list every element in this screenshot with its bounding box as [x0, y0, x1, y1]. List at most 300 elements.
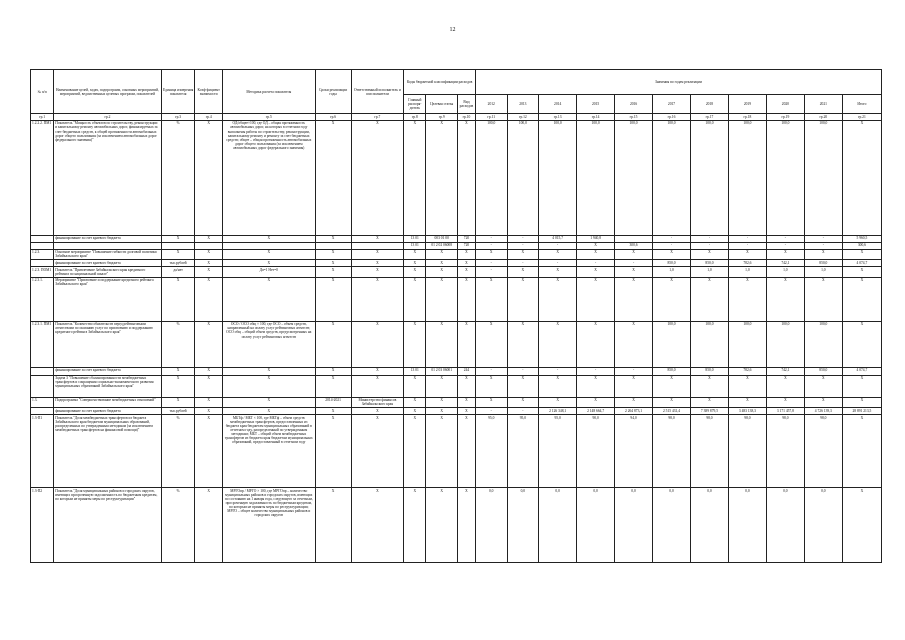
row-name: Основное мероприятие "Повышение гибкости долговой политики Забайкальского края" [54, 249, 162, 259]
row-unit: Х [161, 249, 195, 259]
row-period: Х [315, 488, 351, 563]
row-year-value: - [539, 260, 577, 267]
row-responsible: Х [351, 488, 404, 563]
col-method-header: Методика расчета показателя [222, 70, 315, 114]
row-responsible: Х [351, 367, 404, 375]
row-year-value: Х [615, 249, 653, 259]
row-budget-gr: Х [404, 321, 426, 367]
row-budget-target: Х [426, 408, 458, 415]
row-year-value: Х [507, 321, 539, 367]
col-gr-header: Главный распоря-дитель [404, 95, 426, 114]
row-budget-gr: 13 01 [404, 367, 426, 375]
row-year-value: Х [615, 375, 653, 397]
row-budget-type: Х [458, 415, 476, 488]
row-year-value: Х [653, 277, 691, 321]
header-row-1 [31, 70, 882, 95]
row-coefficient: Х [195, 249, 222, 259]
row-method: Х [222, 408, 315, 415]
col-total-header: Итого [842, 95, 881, 114]
row-method [222, 242, 315, 249]
row-unit [161, 242, 195, 249]
table-row [31, 408, 882, 415]
column-number: гр.2 [54, 114, 162, 120]
year-header: 2014 [539, 95, 577, 114]
row-year-value: Х [577, 267, 615, 277]
row-year-value: Х [539, 375, 577, 397]
row-year-value: - [507, 235, 539, 242]
row-year-value: Х [507, 267, 539, 277]
row-coefficient: Х [195, 367, 222, 375]
column-number: гр.11 [475, 114, 507, 120]
row-number [31, 367, 54, 375]
row-coefficient: Х [195, 397, 222, 407]
row-year-value: 95,0 [507, 415, 539, 488]
column-number: гр.17 [690, 114, 728, 120]
row-budget-gr: Х [404, 267, 426, 277]
row-year-value: 100,0 [804, 321, 842, 367]
row-year-value: 742,1 [766, 260, 804, 267]
row-period: Х [315, 260, 351, 267]
row-unit: % [161, 321, 195, 367]
row-year-value: 0,0 [653, 488, 691, 563]
row-year-value: - [539, 242, 577, 249]
row-year-value [615, 235, 653, 242]
row-total: Х [842, 397, 881, 407]
row-budget-type: Х [458, 120, 476, 235]
row-year-value: Х [615, 267, 653, 277]
row-responsible: Х [351, 120, 404, 235]
row-year-value: - [475, 367, 507, 375]
row-year-value: - [577, 367, 615, 375]
row-method: Х [222, 235, 315, 242]
row-year-value: - [690, 242, 728, 249]
row-name: финансирование за счет краевого бюджета [54, 260, 162, 267]
row-budget-target: 01 2 02 06008 [426, 242, 458, 249]
table-row [31, 367, 882, 375]
row-responsible: Х [351, 267, 404, 277]
row-year-value: - [475, 235, 507, 242]
row-year-value: Х [804, 397, 842, 407]
row-year-value: - [728, 235, 766, 242]
row-budget-type: Х [458, 260, 476, 267]
row-period: Х [315, 277, 351, 321]
row-period: Х [315, 321, 351, 367]
row-total: Х [842, 415, 881, 488]
row-year-value: Х [507, 249, 539, 259]
row-budget-gr: Х [404, 249, 426, 259]
row-year-value: 4 726 139,3 [804, 408, 842, 415]
row-number: 1.3-П1 [31, 415, 54, 488]
row-year-value: - [507, 260, 539, 267]
row-total: Х [842, 277, 881, 321]
row-number: 1.2.3.1. ПМ1 [31, 321, 54, 367]
row-responsible: Министерство финансов Забайкальского края [351, 397, 404, 407]
row-year-value: 1,0 [690, 267, 728, 277]
column-number: гр.1 [31, 114, 54, 120]
row-year-value: 0,0 [766, 488, 804, 563]
row-year-value: Х [653, 397, 691, 407]
column-number: гр.16 [653, 114, 691, 120]
row-year-value: 0,0 [690, 488, 728, 563]
row-year-value: 100,0 [804, 120, 842, 235]
row-budget-target: Х [426, 267, 458, 277]
row-responsible: Х [351, 408, 404, 415]
row-coefficient: Х [195, 321, 222, 367]
row-year-value: 100,0 [653, 321, 691, 367]
row-year-value: Х [475, 375, 507, 397]
row-budget-gr: Х [404, 488, 426, 563]
row-year-value: 1,0 [766, 267, 804, 277]
row-number: 1.2.3.1. [31, 277, 54, 321]
table-row [31, 375, 882, 397]
row-year-value: 1,0 [728, 267, 766, 277]
row-budget-target: Х [426, 488, 458, 563]
column-number: гр.5 [222, 114, 315, 120]
row-year-value: Х [728, 277, 766, 321]
row-year-value: Х [728, 249, 766, 259]
row-budget-type: Х [458, 277, 476, 321]
row-year-value: Х [475, 249, 507, 259]
row-budget-type: Х [458, 488, 476, 563]
row-year-value: Х [507, 277, 539, 321]
row-year-value: - [507, 367, 539, 375]
year-header: 2020 [766, 95, 804, 114]
row-year-value: - [766, 235, 804, 242]
row-number [31, 408, 54, 415]
row-budget-gr: Х [404, 415, 426, 488]
row-coefficient: Х [195, 488, 222, 563]
row-coefficient: Х [195, 235, 222, 242]
year-header: 2012 [475, 95, 507, 114]
row-period: Х [315, 408, 351, 415]
row-year-value: 90,0 [577, 415, 615, 488]
col-num-header: № п/п [31, 70, 54, 114]
column-number: гр.3 [161, 114, 195, 120]
table-row [31, 120, 882, 235]
row-year-value: - [766, 242, 804, 249]
row-year-value: 100,0 [475, 120, 507, 235]
row-budget-type: 244 [458, 367, 476, 375]
row-number [31, 235, 54, 242]
row-unit: Х [161, 235, 195, 242]
row-year-value: Х [475, 321, 507, 367]
row-year-value: Х [507, 397, 539, 407]
column-number: гр.12 [507, 114, 539, 120]
row-method: Х [222, 277, 315, 321]
row-year-value: Х [766, 397, 804, 407]
row-year-value: 782,6 [728, 367, 766, 375]
row-year-value: 100,0 [690, 120, 728, 235]
row-budget-target: Х [426, 249, 458, 259]
table-row [31, 249, 882, 259]
column-number: гр.20 [804, 114, 842, 120]
row-number: 1.2.3. ПОМ1 [31, 267, 54, 277]
row-unit: тыс.рублей [161, 260, 195, 267]
row-coefficient: Х [195, 277, 222, 321]
row-unit: тыс.рублей [161, 408, 195, 415]
table-row [31, 260, 882, 267]
column-number: гр.21 [842, 114, 881, 120]
row-name: Показатель "Доля муниципальных районов и городских округов, имеющих просроченную задолженность по бюджетным кредитам, по которым не приняты меры по реструктуризации" [54, 488, 162, 563]
row-year-value: Х [577, 277, 615, 321]
row-period: Х [315, 120, 351, 235]
table-row [31, 242, 882, 249]
col-unit-header: Единица измерения показателя [161, 70, 195, 114]
row-year-value: Х [690, 277, 728, 321]
row-responsible: Х [351, 415, 404, 488]
year-header: 2021 [804, 95, 842, 114]
row-method: Х [222, 367, 315, 375]
row-total: 5 960,5 [842, 235, 881, 242]
row-method: МРГОпр / МРГО × 100, где МРГОпр – количество муниципальных районов и городских округов, имеющих по состоянию на 1 января года, следующего за отчетным, просроченную задолженность по бюджетным кредитам, по которым не приняты меры по реструктуризации; МРГО – общее количество муниципальных районов и городских округов [222, 488, 315, 563]
row-budget-target: Х [426, 321, 458, 367]
year-header: 2018 [690, 95, 728, 114]
row-budget-target: Х [426, 375, 458, 397]
row-year-value: Х [539, 267, 577, 277]
row-year-value: 0,0 [728, 488, 766, 563]
row-year-value: 0,0 [615, 488, 653, 563]
col-budget-codes-header: Коды бюджетной классификации расходов [404, 70, 476, 95]
row-year-value: - [690, 235, 728, 242]
row-coefficient [195, 242, 222, 249]
row-name: Подпрограмма "Совершенствование межбюджетных отношений" [54, 397, 162, 407]
row-unit: % [161, 488, 195, 563]
row-name: Показатель "Количество обязательств перед рейтинговыми агентствами по оказанию услуг по присвоению и поддержанию кредитного рейтинга Забайкальского края" [54, 321, 162, 367]
row-method: ОД/общее×100, где ОД – общая протяженность автомобильных дорог, на которых в отчетном году выполнены работы по строительству, реконструкции, капитальному ремонту и ремонту за счет бюджетных средств; общее – общая протяженность автомобильных дорог общего пользования (за исключением автомобильных дорог федерального значения) [222, 120, 315, 235]
row-budget-gr: Х [404, 408, 426, 415]
row-budget-gr: Х [404, 260, 426, 267]
row-year-value: - [804, 235, 842, 242]
column-number: гр.8 [404, 114, 426, 120]
row-year-value: - [475, 242, 507, 249]
row-year-value: - [615, 367, 653, 375]
row-unit: Х [161, 277, 195, 321]
row-coefficient: Х [195, 408, 222, 415]
row-year-value: Х [728, 375, 766, 397]
row-year-value: 3 171 457,8 [766, 408, 804, 415]
row-coefficient: Х [195, 267, 222, 277]
row-year-value: - [653, 242, 691, 249]
row-name: финансирование за счет краевого бюджета [54, 235, 162, 242]
row-total: Х [842, 321, 881, 367]
row-year-value: Х [690, 397, 728, 407]
row-year-value: 2 126 348,1 [539, 408, 577, 415]
row-year-value: 100,0 [615, 120, 653, 235]
year-header: 2013 [507, 95, 539, 114]
row-name: Показатель "Мощность объектов по строительству, реконструкции и капитальному ремонту автомобильных дорог, финансируемых за счет бюджетных средств, к общей протяженности автомобильных дорог общего пользования (за исключением автомобильных дорог федерального значения)" [54, 120, 162, 235]
row-year-value: Х [577, 321, 615, 367]
row-method: Х [222, 375, 315, 397]
row-total: 28 891 213,5 [842, 408, 881, 415]
row-year-value: 782,6 [728, 260, 766, 267]
row-total: 4 074,7 [842, 367, 881, 375]
row-year-value: 100,0 [539, 120, 577, 235]
row-budget-target: Х [426, 260, 458, 267]
row-year-value: Х [577, 397, 615, 407]
row-total: Х [842, 488, 881, 563]
row-year-value: - [507, 242, 539, 249]
table-row [31, 235, 882, 242]
row-period: Х [315, 249, 351, 259]
row-year-value: 850,0 [653, 260, 691, 267]
row-unit: да/нет [161, 267, 195, 277]
row-budget-target: 01 2 03 06001 [426, 367, 458, 375]
row-total: Х [842, 375, 881, 397]
row-coefficient: Х [195, 375, 222, 397]
row-total: 4 074,7 [842, 260, 881, 267]
row-year-value: 2 515 431,4 [653, 408, 691, 415]
col-resp-header: Ответственный исполнитель и соисполнители [351, 70, 404, 114]
row-year-value: Х [539, 397, 577, 407]
row-year-value: Х [766, 277, 804, 321]
column-number: гр.14 [577, 114, 615, 120]
row-budget-type: 720 [458, 235, 476, 242]
row-budget-type: Х [458, 397, 476, 407]
row-budget-target: Х [426, 277, 458, 321]
row-budget-type: 720 [458, 242, 476, 249]
row-year-value: Х [766, 249, 804, 259]
row-year-value: 742,1 [766, 367, 804, 375]
row-method: Да=1 Нет=0 [222, 267, 315, 277]
table-row [31, 397, 882, 407]
row-budget-type: Х [458, 249, 476, 259]
row-period: Х [315, 235, 351, 242]
row-year-value: Х [539, 249, 577, 259]
row-method: Х [222, 397, 315, 407]
row-unit: Х [161, 375, 195, 397]
row-year-value: Х [615, 397, 653, 407]
row-year-value: 100,0 [766, 321, 804, 367]
row-year-value: Х [615, 321, 653, 367]
row-year-value: 95,0 [475, 415, 507, 488]
row-year-value: Х [539, 277, 577, 321]
col-target-header: Целевая статья [426, 95, 458, 114]
row-number [31, 260, 54, 267]
row-responsible: Х [351, 235, 404, 242]
table-row [31, 267, 882, 277]
row-method: Х [222, 249, 315, 259]
column-number: гр.10 [458, 114, 476, 120]
row-year-value: 98,0 [653, 415, 691, 488]
row-period [315, 242, 351, 249]
col-type-header: Вид расходов [458, 95, 476, 114]
row-name: Мероприятие "Присвоение и поддержание кредитного рейтинга Забайкальского края" [54, 277, 162, 321]
row-year-value: Х [690, 375, 728, 397]
program-indicators-table [30, 69, 882, 563]
row-year-value: 7 389 879,5 [690, 408, 728, 415]
row-period: Х [315, 367, 351, 375]
row-year-value: 0,0 [804, 488, 842, 563]
row-year-value: 95,0 [539, 415, 577, 488]
row-year-value: Х [804, 277, 842, 321]
column-number: гр.18 [728, 114, 766, 120]
row-year-value: 100,0 [653, 120, 691, 235]
row-budget-type: Х [458, 321, 476, 367]
row-year-value: 0,0 [475, 488, 507, 563]
row-year-value: Х [690, 249, 728, 259]
row-responsible: Х [351, 321, 404, 367]
row-name: Задача 3 "Повышение сбалансированности межбюджетных трансфертов и сокращения социально-экономического развития муниципальных образований Забайкальского края" [54, 375, 162, 397]
row-year-value: 850,0 [804, 260, 842, 267]
row-year-value: 98,0 [728, 415, 766, 488]
column-number: гр.9 [426, 114, 458, 120]
row-unit: % [161, 120, 195, 235]
row-number: 1.3. [31, 397, 54, 407]
row-year-value: Х [577, 242, 615, 249]
row-period: Х [315, 375, 351, 397]
row-budget-type: Х [458, 408, 476, 415]
row-unit: % [161, 415, 195, 488]
row-name [54, 242, 162, 249]
row-coefficient: Х [195, 415, 222, 488]
row-period: Х [315, 415, 351, 488]
row-year-value: - [539, 367, 577, 375]
row-year-value: 100,0 [690, 321, 728, 367]
row-name: финансирование за счет краевого бюджета [54, 367, 162, 375]
row-year-value: - [507, 408, 539, 415]
row-budget-type: Х [458, 375, 476, 397]
row-budget-target: Х [426, 120, 458, 235]
table-row [31, 277, 882, 321]
row-unit: Х [161, 397, 195, 407]
row-year-value: 300,6 [615, 242, 653, 249]
row-year-value: - [475, 408, 507, 415]
column-number: гр.13 [539, 114, 577, 120]
row-year-value: 3 483 138,3 [728, 408, 766, 415]
row-year-value: 2 264 873,1 [615, 408, 653, 415]
row-number: 1.2.2.2. ПМ1 [31, 120, 54, 235]
row-year-value: 2 148 664,7 [577, 408, 615, 415]
col-coef-header: Коэф-фициент значимости [195, 70, 222, 114]
column-number: гр.6 [315, 114, 351, 120]
row-year-value: Х [766, 375, 804, 397]
table-row [31, 321, 882, 367]
row-responsible: Х [351, 375, 404, 397]
year-header: 2016 [615, 95, 653, 114]
row-total: Х [842, 267, 881, 277]
row-year-value: Х [804, 249, 842, 259]
row-total: Х [842, 249, 881, 259]
row-period: Х [315, 267, 351, 277]
row-year-value: 1 940,8 [577, 235, 615, 242]
row-budget-type: Х [458, 267, 476, 277]
col-period-header: Сроки реализации годы [315, 70, 351, 114]
row-year-value: Х [475, 397, 507, 407]
row-unit: Х [161, 367, 195, 375]
row-method: ОСО / ОСО общ × 100, где ОСО – объем средств, направленный на оплату услуг рейтинговых агентств; ОСО общ – общий объем средств, предусмотренных на оплату услуг рейтинговых агентств [222, 321, 315, 367]
row-name: Показатель "Доля межбюджетных трансфертов из бюджета Забайкальского края бюджетам муниципальных образований, распределенных по утвержденным методикам (за исключением межбюджетных трансфертов на финансовой помощи)" [54, 415, 162, 488]
row-responsible [351, 242, 404, 249]
row-method: Х [222, 260, 315, 267]
row-budget-gr: 13 01 [404, 242, 426, 249]
row-year-value: 100,0 [766, 120, 804, 235]
row-year-value: Х [653, 375, 691, 397]
row-name: Показатель "Привлечение Забайкальского края кредитного рейтинга по национальной шкале" [54, 267, 162, 277]
row-year-value: - [577, 260, 615, 267]
row-year-value: 0,0 [577, 488, 615, 563]
row-year-value: 850,0 [804, 367, 842, 375]
row-year-value: Х [577, 375, 615, 397]
row-year-value: 0,0 [507, 488, 539, 563]
row-budget-gr: 13 01 [404, 235, 426, 242]
page-number: 12 [449, 27, 456, 33]
row-year-value: - [475, 260, 507, 267]
table-row [31, 488, 882, 563]
table-body [31, 120, 882, 562]
row-name: финансирование за счет краевого бюджета [54, 408, 162, 415]
row-coefficient: Х [195, 120, 222, 235]
row-year-value: 0,0 [539, 488, 577, 563]
